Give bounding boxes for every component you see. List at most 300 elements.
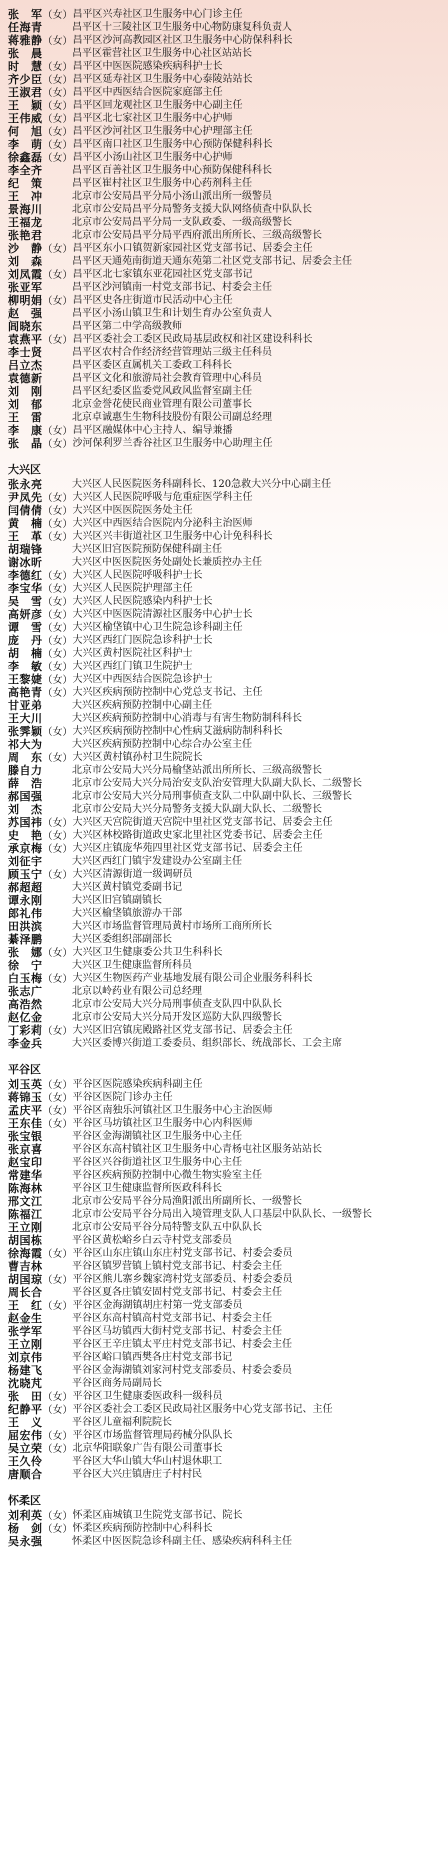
honoree-position: 大兴区委组织部副部长 <box>72 934 172 945</box>
honoree-name <box>8 1195 72 1208</box>
honoree-row <box>8 1024 442 1037</box>
gender-suffix: （女） <box>42 596 73 608</box>
honoree-name <box>8 398 72 411</box>
honoree-name-text: 蒋雅静 <box>8 34 43 47</box>
honoree-name <box>8 294 73 307</box>
honoree-name-text: 刘凤霞 <box>8 268 43 281</box>
honoree-position: 昌平区霍营社区卫生服务中心社区站站长 <box>72 48 252 59</box>
honoree-position: 沙河保利罗兰香谷社区卫生服务中心助理主任 <box>72 438 273 449</box>
honoree-row <box>8 34 442 47</box>
honoree-row <box>8 398 442 411</box>
honoree-position: 北京市公安局大兴分局刑事侦查支队二中队副中队长、三级警长 <box>72 791 352 802</box>
honoree-position: 北京市公安局昌平分局平西府派出所所长、三级高级警长 <box>72 230 322 241</box>
gender-suffix: （女） <box>42 674 73 686</box>
honoree-position: 北京市公安局昌平分局一支队政委、一级高级警长 <box>72 217 292 228</box>
honoree-position: 大兴区西红门镇宇发建设办公室副主任 <box>72 856 242 867</box>
honoree-name-text: 张志广 <box>8 985 43 998</box>
honoree-name-text: 齐少臣 <box>8 73 43 86</box>
honoree-position: 大兴区榆垡镇中心卫生院急诊科副主任 <box>72 622 243 633</box>
honoree-name-text: 李全齐 <box>8 164 43 177</box>
honoree-name <box>8 686 73 699</box>
honoree-row <box>8 1234 442 1247</box>
honoree-name-text: 陈海林 <box>8 1182 43 1195</box>
honoree-position: 北京市公安局昌平分局小汤山派出所一级警员 <box>72 191 272 202</box>
honoree-name <box>8 1078 73 1091</box>
honoree-position: 昌平区融媒体中心主持人、编导兼播 <box>72 425 233 436</box>
gender-suffix: （女） <box>42 1300 73 1312</box>
honoree-row <box>8 1130 442 1143</box>
gender-suffix: （女） <box>42 243 73 255</box>
honoree-name-text: 任海青 <box>8 21 43 34</box>
honoree-row <box>8 1221 442 1234</box>
honoree-position: 北京卓诚惠生生物科技股份有限公司副总经理 <box>72 412 272 423</box>
honoree-row <box>8 920 442 933</box>
honoree-position: 昌平区沙河社区卫生服务中心护理部主任 <box>72 126 253 137</box>
honoree-name <box>8 1143 72 1156</box>
honoree-row <box>8 177 442 190</box>
honoree-position: 北京市公安局平谷分局渔阳派出所副所长、一级警长 <box>72 1196 302 1207</box>
gender-suffix: （女） <box>42 1092 73 1104</box>
honoree-name <box>8 582 73 595</box>
honoree-name-text: 刘 森 <box>8 255 43 268</box>
honoree-name-text: 王立刚 <box>8 1338 43 1351</box>
honoree-row <box>8 1260 442 1273</box>
gender-suffix: （女） <box>42 9 73 21</box>
honoree-position: 昌平区小汤山社区卫生服务中心护师 <box>72 152 233 163</box>
honoree-name-text: 张学军 <box>8 1325 43 1338</box>
gender-suffix: （女） <box>42 1274 73 1286</box>
honoree-name-text: 赵亿金 <box>8 1011 43 1024</box>
honoree-name <box>8 985 72 998</box>
honoree-position: 北京市公安局大兴分局治安支队治安管理大队副大队长、二级警长 <box>72 778 362 789</box>
honoree-position: 北京市公安局大兴分局榆垡站派出所所长、三级高级警长 <box>72 765 322 776</box>
honoree-name <box>8 1037 72 1050</box>
honoree-row <box>8 1312 442 1325</box>
honoree-row <box>8 1117 442 1130</box>
honoree-name-text: 薛 浩 <box>8 777 43 790</box>
honoree-name <box>8 164 72 177</box>
honoree-name <box>8 751 73 764</box>
honoree-row <box>8 1156 442 1169</box>
honoree-name-text: 田洪滨 <box>8 920 43 933</box>
honoree-position: 平谷区峪口镇西樊各庄村党支部书记 <box>72 1352 232 1363</box>
honoree-position: 平谷区医院感染疾病科副主任 <box>72 1079 203 1090</box>
gender-suffix: （女） <box>42 687 73 699</box>
honoree-position: 大兴区黄村医院社区科护士 <box>72 648 193 659</box>
honoree-name-text: 赵宝印 <box>8 1156 43 1169</box>
honoree-name-text: 白玉梅 <box>8 972 43 985</box>
gender-suffix: （女） <box>42 583 73 595</box>
honoree-position: 昌平区第二中学高级教师 <box>72 321 182 332</box>
honoree-name-text: 闾晓东 <box>8 320 43 333</box>
honoree-position: 大兴区西红门镇卫生院护士 <box>72 661 193 672</box>
honoree-row <box>8 725 442 738</box>
honoree-name <box>8 372 72 385</box>
honoree-name-text: 蒋锦玉 <box>8 1091 43 1104</box>
honoree-row <box>8 933 442 946</box>
honoree-row <box>8 333 442 346</box>
honoree-name-text: 吕立杰 <box>8 359 43 372</box>
honoree-position: 怀柔区中医医院急诊科副主任、感染疾病科科主任 <box>72 1536 292 1547</box>
honoree-name <box>8 268 73 281</box>
gender-suffix: （女） <box>42 334 73 346</box>
honoree-name <box>8 21 72 34</box>
district-heading: 怀柔区 <box>8 1494 41 1507</box>
honoree-row <box>8 1468 442 1481</box>
honoree-row <box>8 1429 442 1442</box>
honoree-row <box>8 1377 442 1390</box>
honoree-row <box>8 320 442 333</box>
honoree-row <box>8 242 442 255</box>
honoree-name <box>8 1351 72 1364</box>
honoree-row <box>8 1273 442 1286</box>
honoree-position: 昌平区纪委区监委党风政风监督室副主任 <box>72 386 252 397</box>
honoree-name <box>8 1234 72 1247</box>
honoree-name <box>8 1273 73 1286</box>
honoree-name <box>8 1182 72 1195</box>
honoree-name <box>8 1024 73 1037</box>
honoree-row <box>8 359 442 372</box>
gender-suffix: （女） <box>42 35 73 47</box>
gender-suffix: （女） <box>42 152 73 164</box>
honoree-name <box>8 359 72 372</box>
gender-suffix: （女） <box>42 622 73 634</box>
honoree-row <box>8 1208 442 1221</box>
gender-suffix: （女） <box>42 973 73 985</box>
honoree-row <box>8 346 442 359</box>
honoree-name-text: 赵金生 <box>8 1312 43 1325</box>
honoree-position: 昌平区兴寿社区卫生服务中心门诊主任 <box>72 9 243 20</box>
honoree-name-text: 张 娜 <box>8 946 43 959</box>
honoree-position: 平谷区疾病预防控制中心微生物实验室主任 <box>72 1170 262 1181</box>
honoree-row <box>8 1522 442 1535</box>
honoree-position: 北京市公安局平谷分局特警支队五中队队长 <box>72 1222 262 1233</box>
district-section <box>8 1493 442 1548</box>
honoree-name-text: 胡 楠 <box>8 647 43 660</box>
honoree-name <box>8 1221 72 1234</box>
honoree-position: 大兴区清源街道一级调研员 <box>72 869 193 880</box>
honoree-row <box>8 1351 442 1364</box>
honoree-position: 昌平区文化和旅游局社会教育管理中心科员 <box>72 373 262 384</box>
honoree-position: 平谷区南独乐河镇社区卫生服务中心主治医师 <box>72 1105 273 1116</box>
honoree-row <box>8 411 442 424</box>
honoree-name <box>8 1208 72 1221</box>
honoree-name <box>8 517 73 530</box>
gender-suffix: （女） <box>42 87 73 99</box>
honoree-name-text: 唐顺合 <box>8 1468 43 1481</box>
honoree-name-text: 胡国琼 <box>8 1273 43 1286</box>
honoree-name-text: 王立刚 <box>8 1221 43 1234</box>
honoree-position: 大兴区中西医结合医院内分泌科主治医师 <box>72 518 253 529</box>
gender-suffix: （女） <box>42 1430 73 1442</box>
honoree-position: 昌平区东小口镇贺新家园社区党支部书记、居委会主任 <box>72 243 313 254</box>
honoree-name-text: 滕自力 <box>8 764 43 777</box>
honoree-position: 昌平区天通苑南街道天通东苑第二社区党支部书记、居委会主任 <box>72 256 352 267</box>
honoree-position: 大兴区黄村镇党委副书记 <box>72 882 182 893</box>
honoree-name-text: 郝超超 <box>8 881 43 894</box>
gender-suffix: （女） <box>42 113 73 125</box>
honoree-name-text: 高妍彦 <box>8 608 43 621</box>
honoree-position: 大兴区旧宫镇庑殿路社区党支部书记、居委会主任 <box>72 1025 293 1036</box>
honoree-row <box>8 86 442 99</box>
honoree-position: 大兴区卫生健康监督所科员 <box>72 960 192 971</box>
honoree-row <box>8 608 442 621</box>
honoree-row <box>8 203 442 216</box>
honoree-name <box>8 920 72 933</box>
honoree-row <box>8 112 442 125</box>
honoree-name <box>8 1117 73 1130</box>
honoree-row <box>8 1247 442 1260</box>
honoree-name <box>8 151 73 164</box>
honoree-name <box>8 1468 72 1481</box>
honoree-row <box>8 1455 442 1468</box>
honoree-name <box>8 881 72 894</box>
honoree-name-text: 吴 雪 <box>8 595 43 608</box>
honoree-position: 怀柔区庙城镇卫生院党支部书记、院长 <box>72 1510 243 1521</box>
honoree-position: 大兴区人民医院医务科副科长、120急救大兴分中心副主任 <box>72 479 332 490</box>
honoree-name-text: 王 冲 <box>8 190 43 203</box>
honoree-row <box>8 1442 442 1455</box>
district-heading: 大兴区 <box>8 463 41 476</box>
gender-suffix: （女） <box>42 1105 73 1117</box>
gender-suffix: （女） <box>42 661 73 673</box>
honoree-name-text: 吴立荣 <box>8 1442 43 1455</box>
honoree-name <box>8 738 72 751</box>
honoree-name <box>8 255 72 268</box>
honoree-name-text: 杨建飞 <box>8 1364 43 1377</box>
honoree-name <box>8 1390 73 1403</box>
honoree-name <box>8 203 72 216</box>
honoree-name-text: 刘 郁 <box>8 398 43 411</box>
honoree-position: 大兴区中医医院医务处副处长兼质控办主任 <box>72 557 262 568</box>
honoree-name <box>8 608 73 621</box>
honoree-name-text: 时 慧 <box>8 60 43 73</box>
honoree-name-text: 黄 楠 <box>8 517 43 530</box>
honoree-name <box>8 216 72 229</box>
honoree-name-text: 王 颖 <box>8 99 43 112</box>
honoree-name <box>8 47 72 60</box>
honoree-row <box>8 1195 442 1208</box>
honoree-row <box>8 972 442 985</box>
honoree-name-text: 沈晓芃 <box>8 1377 43 1390</box>
honoree-name-text: 王 革 <box>8 530 43 543</box>
honoree-name-text: 李 敏 <box>8 660 43 673</box>
honoree-name <box>8 673 73 686</box>
honoree-name-text: 刘 刚 <box>8 385 43 398</box>
honoree-name-text: 袁德新 <box>8 372 43 385</box>
honoree-row <box>8 634 442 647</box>
gender-suffix: （女） <box>42 648 73 660</box>
honoree-name-text: 王福龙 <box>8 216 43 229</box>
honoree-row <box>8 556 442 569</box>
honoree-name <box>8 660 73 673</box>
honoree-name <box>8 1338 72 1351</box>
gender-suffix: （女） <box>42 1248 73 1260</box>
honoree-name <box>8 1325 72 1338</box>
honoree-name <box>8 556 72 569</box>
honoree-position: 昌平区北七家社区卫生服务中心护师 <box>72 113 233 124</box>
honoree-name <box>8 1260 72 1273</box>
honoree-position: 昌平区崔村社区卫生服务中心药剂科主任 <box>72 178 252 189</box>
honoree-row <box>8 842 442 855</box>
gender-suffix: （女） <box>42 126 73 138</box>
honoree-name <box>8 1522 73 1535</box>
honoree-name-text: 王久伶 <box>8 1455 43 1468</box>
honoree-position: 平谷区熊儿寨乡魏家湾村党支部委员、村委会委员 <box>72 1274 293 1285</box>
honoree-name <box>8 868 73 881</box>
honoree-position: 昌平区中医医院感染疾病科护士长 <box>72 61 223 72</box>
honoree-row <box>8 803 442 816</box>
gender-suffix: （女） <box>42 843 73 855</box>
honoree-position: 平谷区王辛庄镇太平庄村党支部书记、村委会主任 <box>72 1339 292 1350</box>
honoree-name <box>8 1169 72 1182</box>
honoree-name-text: 王 红 <box>8 1299 43 1312</box>
honoree-position: 北京市公安局大兴分局警务支援大队副大队长、二级警长 <box>72 804 322 815</box>
honoree-name <box>8 972 73 985</box>
honoree-position: 大兴区黄村镇孙村卫生院院长 <box>72 752 203 763</box>
honoree-row <box>8 829 442 842</box>
gender-suffix: （女） <box>42 139 73 151</box>
honoree-name <box>8 138 73 151</box>
honoree-name-text: 祁大为 <box>8 738 43 751</box>
honoree-name-text: 郎礼伟 <box>8 907 43 920</box>
honoree-name <box>8 946 73 959</box>
honoree-name <box>8 346 72 359</box>
honoree-name-text: 徐鑫磊 <box>8 151 43 164</box>
honoree-row <box>8 1338 442 1351</box>
honoree-name <box>8 621 73 634</box>
honoree-name <box>8 190 72 203</box>
honoree-name <box>8 1429 73 1442</box>
honoree-row <box>8 790 442 803</box>
honoree-position: 大兴区生物医药产业基地发展有限公司企业服务科科长 <box>72 973 313 984</box>
gender-suffix: （女） <box>42 1079 73 1091</box>
honoree-name-text: 吴永强 <box>8 1535 43 1548</box>
honoree-position: 大兴区疾病预防控制中心消毒与有害生物防制科科长 <box>72 713 302 724</box>
gender-suffix: （女） <box>42 1025 73 1037</box>
honoree-position: 昌平区回龙观社区卫生服务中心副主任 <box>72 100 243 111</box>
honoree-name-text: 杨 剑 <box>8 1522 43 1535</box>
honoree-name-text: 王 雷 <box>8 411 43 424</box>
honoree-name-text: 景海川 <box>8 203 43 216</box>
honoree-name <box>8 595 73 608</box>
honoree-position: 平谷区马坊镇社区卫生服务中心内科医师 <box>72 1118 253 1129</box>
honoree-name-text: 曹吉林 <box>8 1260 43 1273</box>
honoree-position: 平谷区马坊镇西大街村党支部书记、村委会主任 <box>72 1326 282 1337</box>
honoree-name <box>8 112 73 125</box>
honoree-position: 大兴区庄镇庞华苑四里社区党支部书记、居委会主任 <box>72 843 303 854</box>
honoree-name-text: 周 东 <box>8 751 43 764</box>
honoree-row <box>8 125 442 138</box>
honoree-row <box>8 777 442 790</box>
honoree-name <box>8 816 73 829</box>
gender-suffix: （女） <box>42 1443 73 1455</box>
gender-suffix: （女） <box>42 947 73 959</box>
honoree-row <box>8 764 442 777</box>
honoree-row <box>8 73 442 86</box>
gender-suffix: （女） <box>42 1510 73 1522</box>
honoree-name-text: 张 田 <box>8 1390 43 1403</box>
honoree-position: 昌平区委社会工委区民政局基层政权和社区建设科科长 <box>72 334 313 345</box>
honoree-row <box>8 1169 442 1182</box>
honoree-name-text: 王淑君 <box>8 86 43 99</box>
district-section <box>8 8 442 450</box>
honoree-name-text: 胡瑞锋 <box>8 543 43 556</box>
honoree-name <box>8 242 73 255</box>
honoree-name-text: 屈宏伟 <box>8 1429 43 1442</box>
honoree-row <box>8 712 442 725</box>
honoree-row <box>8 751 442 764</box>
honoree-name <box>8 634 73 647</box>
honoree-position: 大兴区中医医院清源社区服务中心护士长 <box>72 609 253 620</box>
honoree-name-text: 谢冰昕 <box>8 556 43 569</box>
honoree-name-text: 李金兵 <box>8 1037 43 1050</box>
honoree-name <box>8 790 72 803</box>
honoree-name <box>8 1312 72 1325</box>
honoree-name-text: 沙 静 <box>8 242 43 255</box>
honoree-position: 昌平区沙河镇南一村党支部书记、村委会主任 <box>72 282 272 293</box>
gender-suffix: （女） <box>42 1404 73 1416</box>
honoree-row <box>8 307 442 320</box>
honoree-name <box>8 1442 73 1455</box>
honoree-position: 昌平区委区直属机关工委政工科科长 <box>72 360 232 371</box>
gender-suffix: （女） <box>42 817 73 829</box>
honoree-name-text: 谭永刚 <box>8 894 43 907</box>
honoree-row <box>8 1535 442 1548</box>
honoree-name <box>8 543 72 556</box>
honoree-name-text: 张宝银 <box>8 1130 43 1143</box>
honoree-name <box>8 73 73 86</box>
honoree-name <box>8 177 72 190</box>
honoree-name-text: 丁彩莉 <box>8 1024 43 1037</box>
honoree-name-text: 李 康 <box>8 424 43 437</box>
honoree-name-text: 刘玉英 <box>8 1078 43 1091</box>
honoree-position: 北京市公安局大兴分局开发区巡防大队四级警长 <box>72 1012 282 1023</box>
honoree-name-text: 刘京伟 <box>8 1351 43 1364</box>
honoree-row <box>8 1509 442 1522</box>
honoree-row <box>8 595 442 608</box>
honoree-name <box>8 1535 72 1548</box>
honoree-name <box>8 1364 72 1377</box>
honoree-position: 北京以岭药业有限公司总经理 <box>72 986 202 997</box>
honoree-name-text: 李士贤 <box>8 346 43 359</box>
honoree-position: 北京金誉花使民商业管理有限公司董事长 <box>72 399 252 410</box>
honoree-name <box>8 1299 73 1312</box>
honoree-name <box>8 34 73 47</box>
honoree-name <box>8 1377 72 1390</box>
honoree-position: 平谷区夏各庄镇安固村党支部书记、村委会主任 <box>72 1287 282 1298</box>
honoree-name <box>8 712 72 725</box>
honoree-row <box>8 1091 442 1104</box>
honoree-name-text: 郝国强 <box>8 790 43 803</box>
honoree-row <box>8 946 442 959</box>
honoree-name-text: 纪静平 <box>8 1403 43 1416</box>
honoree-position: 怀柔区疾病预防控制中心科科长 <box>72 1523 213 1534</box>
honoree-position: 大兴区疾病预防控制中心副主任 <box>72 700 212 711</box>
honoree-row <box>8 907 442 920</box>
honoree-row <box>8 504 442 517</box>
honoree-position: 昌平区中西医结合医院家庭部主任 <box>72 87 223 98</box>
honoree-row <box>8 385 442 398</box>
honoree-name <box>8 699 72 712</box>
honoree-row <box>8 699 442 712</box>
honoree-position: 大兴区兴丰街道社区卫生服务中心计免科科长 <box>72 531 273 542</box>
honoree-row <box>8 855 442 868</box>
honoree-name-text: 王 义 <box>8 1416 43 1429</box>
honoree-row <box>8 881 442 894</box>
honoree-position: 昌平区南口社区卫生服务中心预防保健科科长 <box>72 139 273 150</box>
honoree-name-text: 王大川 <box>8 712 43 725</box>
